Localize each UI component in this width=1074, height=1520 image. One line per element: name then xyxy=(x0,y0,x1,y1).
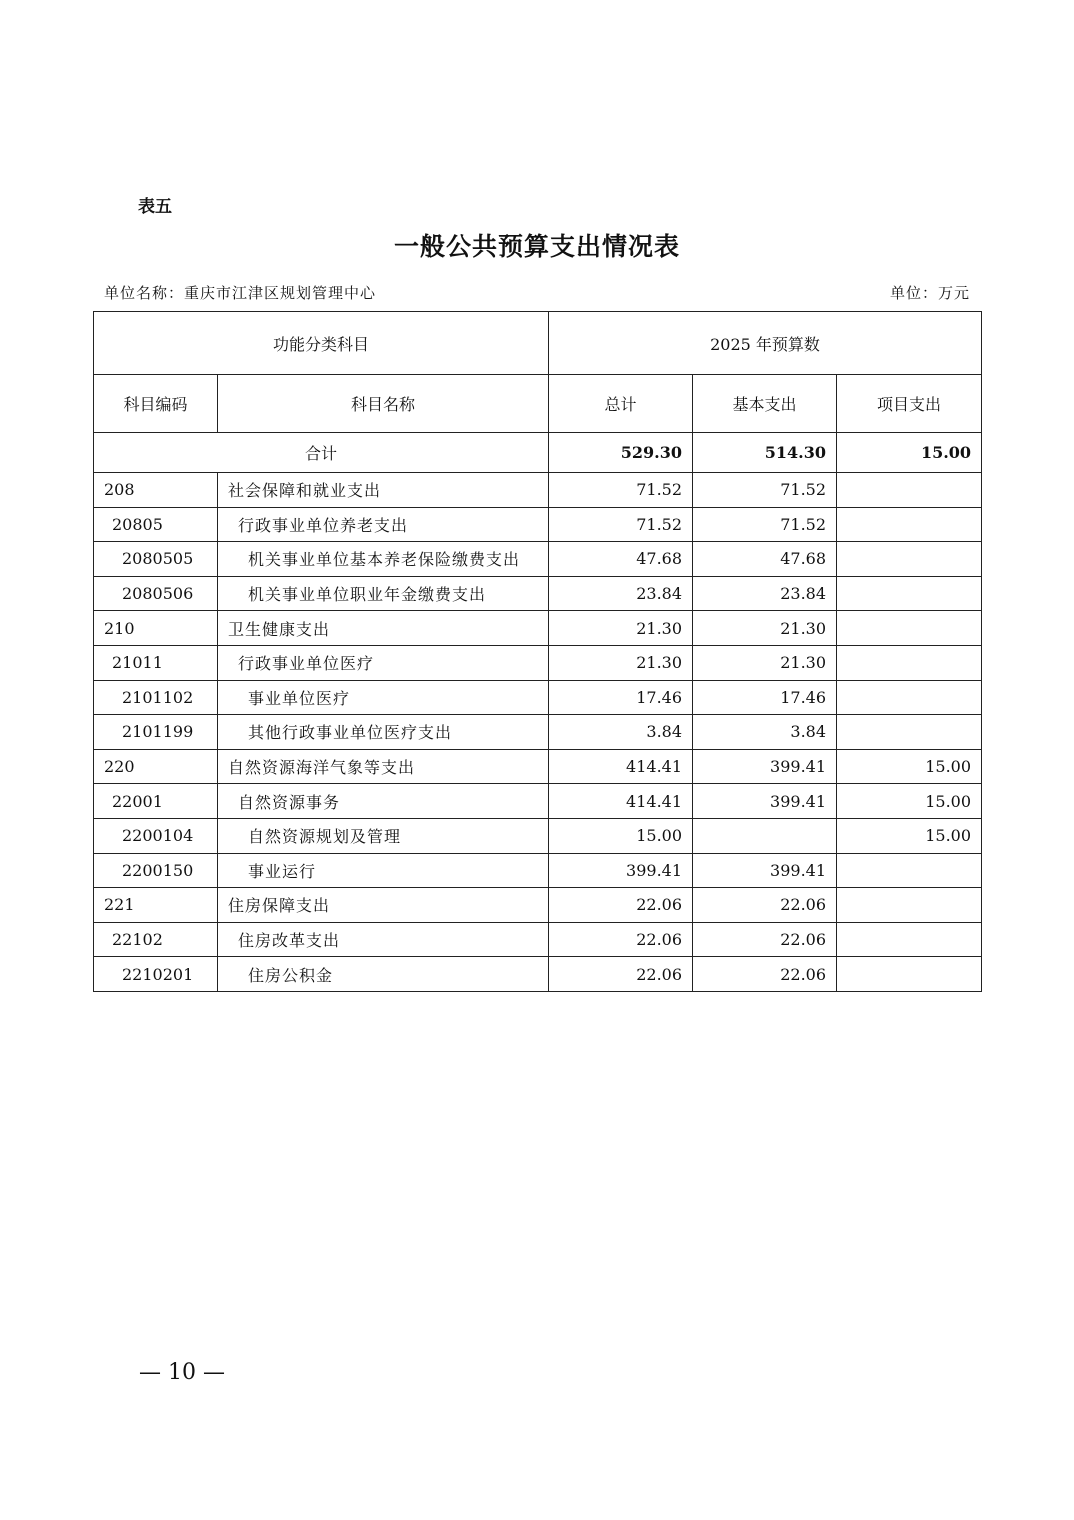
row-code: 208 xyxy=(94,473,218,508)
table-row xyxy=(94,473,982,508)
table-row xyxy=(94,749,982,784)
header-total: 总计 xyxy=(549,375,693,433)
row-basic: 399.41 xyxy=(693,749,837,784)
table-row xyxy=(94,888,982,923)
row-code: 2101102 xyxy=(94,680,218,715)
table-row xyxy=(94,611,982,646)
row-total: 21.30 xyxy=(549,645,693,680)
row-basic: 22.06 xyxy=(693,957,837,992)
total-project: 15.00 xyxy=(837,433,982,473)
row-total: 414.41 xyxy=(549,749,693,784)
page-title: 一般公共预算支出情况表 xyxy=(393,232,680,261)
row-project: 15.00 xyxy=(837,784,982,819)
row-project xyxy=(837,576,982,611)
row-basic: 21.30 xyxy=(693,611,837,646)
row-basic: 71.52 xyxy=(693,473,837,508)
row-basic: 399.41 xyxy=(693,853,837,888)
row-project xyxy=(837,680,982,715)
row-name: 社会保障和就业支出 xyxy=(218,473,549,508)
page-number: — 10 — xyxy=(139,1360,225,1385)
row-basic xyxy=(693,818,837,853)
table-row xyxy=(94,784,982,819)
row-project xyxy=(837,888,982,923)
row-total: 47.68 xyxy=(549,542,693,577)
row-code: 221 xyxy=(94,888,218,923)
row-project xyxy=(837,957,982,992)
row-name: 其他行政事业单位医疗支出 xyxy=(218,715,549,750)
table-row xyxy=(94,576,982,611)
row-project xyxy=(837,922,982,957)
row-basic: 3.84 xyxy=(693,715,837,750)
total-label: 合计 xyxy=(94,433,549,473)
row-project xyxy=(837,715,982,750)
row-name: 事业单位医疗 xyxy=(218,680,549,715)
row-project xyxy=(837,507,982,542)
header-project: 项目支出 xyxy=(837,375,982,433)
row-basic: 21.30 xyxy=(693,645,837,680)
header-budget-year: 2025 年预算数 xyxy=(549,312,982,375)
row-name: 机关事业单位基本养老保险缴费支出 xyxy=(218,542,549,577)
header-row-group xyxy=(94,312,982,375)
header-functional: 功能分类科目 xyxy=(94,312,549,375)
row-name: 行政事业单位养老支出 xyxy=(218,507,549,542)
row-name: 住房改革支出 xyxy=(218,922,549,957)
row-project: 15.00 xyxy=(837,749,982,784)
row-code: 22001 xyxy=(94,784,218,819)
row-name: 自然资源海洋气象等支出 xyxy=(218,749,549,784)
row-total: 399.41 xyxy=(549,853,693,888)
row-name: 机关事业单位职业年金缴费支出 xyxy=(218,576,549,611)
row-code: 20805 xyxy=(94,507,218,542)
row-project xyxy=(837,853,982,888)
row-basic: 22.06 xyxy=(693,888,837,923)
row-code: 21011 xyxy=(94,645,218,680)
row-name: 自然资源规划及管理 xyxy=(218,818,549,853)
table-row xyxy=(94,645,982,680)
row-project xyxy=(837,645,982,680)
row-basic: 71.52 xyxy=(693,507,837,542)
row-code: 22102 xyxy=(94,922,218,957)
header-code: 科目编码 xyxy=(94,375,218,433)
row-name: 自然资源事务 xyxy=(218,784,549,819)
header-basic: 基本支出 xyxy=(693,375,837,433)
table-row xyxy=(94,853,982,888)
row-basic: 47.68 xyxy=(693,542,837,577)
row-code: 2080505 xyxy=(94,542,218,577)
table-row xyxy=(94,957,982,992)
row-total: 3.84 xyxy=(549,715,693,750)
row-code: 2200150 xyxy=(94,853,218,888)
total-basic: 514.30 xyxy=(693,433,837,473)
header-row-columns xyxy=(94,375,982,433)
row-total: 71.52 xyxy=(549,507,693,542)
row-code: 210 xyxy=(94,611,218,646)
row-basic: 22.06 xyxy=(693,922,837,957)
unit-name: 单位名称：重庆市江津区规划管理中心 xyxy=(104,284,377,302)
row-total: 17.46 xyxy=(549,680,693,715)
table-label: 表五 xyxy=(138,197,172,217)
row-code: 220 xyxy=(94,749,218,784)
row-total: 22.06 xyxy=(549,922,693,957)
row-name: 住房公积金 xyxy=(218,957,549,992)
row-code: 2080506 xyxy=(94,576,218,611)
table-row xyxy=(94,542,982,577)
table-row xyxy=(94,922,982,957)
unit-label: 单位：万元 xyxy=(889,284,970,302)
row-code: 2101199 xyxy=(94,715,218,750)
row-code: 2210201 xyxy=(94,957,218,992)
table-row xyxy=(94,818,982,853)
row-name: 卫生健康支出 xyxy=(218,611,549,646)
total-row xyxy=(94,433,982,473)
table-row xyxy=(94,680,982,715)
row-name: 事业运行 xyxy=(218,853,549,888)
budget-table xyxy=(93,311,982,992)
total-total: 529.30 xyxy=(549,433,693,473)
row-code: 2200104 xyxy=(94,818,218,853)
row-total: 15.00 xyxy=(549,818,693,853)
row-project xyxy=(837,473,982,508)
row-total: 21.30 xyxy=(549,611,693,646)
row-total: 414.41 xyxy=(549,784,693,819)
row-total: 71.52 xyxy=(549,473,693,508)
header-name: 科目名称 xyxy=(218,375,549,433)
row-project xyxy=(837,542,982,577)
row-total: 22.06 xyxy=(549,957,693,992)
row-project: 15.00 xyxy=(837,818,982,853)
row-name: 行政事业单位医疗 xyxy=(218,645,549,680)
row-total: 23.84 xyxy=(549,576,693,611)
table-row xyxy=(94,715,982,750)
row-name: 住房保障支出 xyxy=(218,888,549,923)
row-project xyxy=(837,611,982,646)
row-basic: 399.41 xyxy=(693,784,837,819)
row-basic: 23.84 xyxy=(693,576,837,611)
row-basic: 17.46 xyxy=(693,680,837,715)
table-row xyxy=(94,507,982,542)
row-total: 22.06 xyxy=(549,888,693,923)
